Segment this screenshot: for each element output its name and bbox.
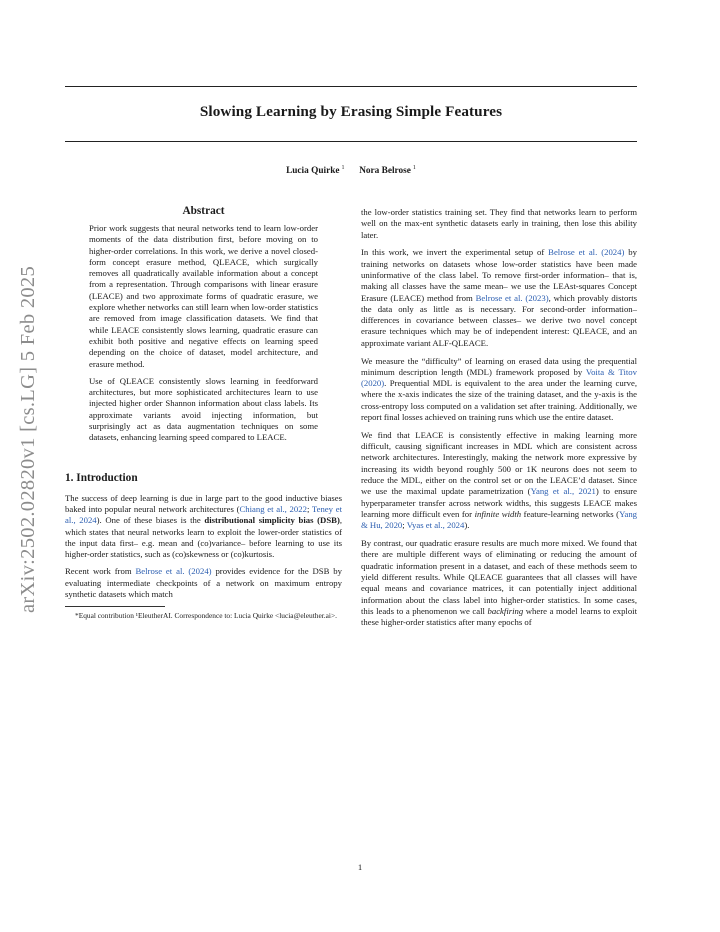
citation-link[interactable]: Voita & Titov (2020) bbox=[361, 366, 637, 389]
paper-title: Slowing Learning by Erasing Simple Features bbox=[199, 103, 503, 120]
intro-paragraph: Recent work from Belrose et al. (2024) provides evidence for the DSB by evaluating intermediate checkpoints of a network on maximum entropy synthetic datasets which match bbox=[65, 566, 342, 600]
title-top-rule bbox=[65, 86, 637, 87]
page-number: 1 bbox=[357, 862, 363, 872]
abstract-body bbox=[89, 223, 318, 444]
left-column bbox=[65, 205, 342, 621]
citation-link[interactable]: Teney et al., 2024 bbox=[65, 503, 342, 526]
author-name: Nora Belrose bbox=[359, 166, 411, 177]
arxiv-identifier-stamp[interactable]: arXiv:2502.02820v1 [cs.LG] 5 Feb 2025 bbox=[17, 265, 39, 613]
emphasized-term: distributional simplicity bias (DSB) bbox=[204, 515, 340, 526]
affiliation-mark: 1 bbox=[412, 165, 416, 171]
citation-link[interactable]: Belrose et al. (2023) bbox=[475, 292, 549, 303]
section-heading-introduction: 1. Introduction bbox=[65, 471, 138, 484]
citation-link[interactable]: Belrose et al. (2024) bbox=[135, 566, 212, 577]
body-paragraph: We measure the “difficulty” of learning on erased data using the prequential minimum description length (MDL) framework proposed by Voita & Titov (2020). Prequential MDL is equivalent to the area under the learning curve, where the x-axis indicates the size of the training dataset, and the y-axis is the cross-entropy loss computed on a validation set after training. Additionally, we report final losses achieved on training runs which use the entire dataset. bbox=[361, 355, 637, 423]
body-paragraph: By contrast, our quadratic erasure results are much more mixed. We found that there are multiple different ways of eliminating or reducing the amount of quadratic information present in a dataset, and each of these methods seem to yield different results. While QLEACE guarantees that all classes will have equal means and covariance matrices, it can potentially inject additional information about the class label into higher-order statistics. In some cases, this leads to a phenomenon we call backfiring where a model learns to exploit these higher-order statistics after many epochs of bbox=[361, 538, 638, 628]
right-column bbox=[361, 207, 637, 628]
citation-link[interactable]: Vyas et al., 2024 bbox=[406, 520, 465, 531]
body-paragraph: We find that LEACE is consistently effective in making learning more difficult, causing significant increases in MDL which are consistent across network architectures. Interestingly, making the network more expressive by increasing its width beyond roughly 500 or 1K neurons does not seem to reduce the MDL, either on the control set or on the LEACE’d dataset. Since we use the maximal update parametrization (Yang et al., 2021) to ensure hyperparameter transfer across network widths, this suggests LEACE makes learning more difficult even for infinite width feature-learning networks (Yang & Hu, 2020; Vyas et al., 2024). bbox=[361, 429, 638, 531]
title-bottom-rule bbox=[65, 141, 637, 142]
footnote-text: *Equal contribution ¹EleutherAI. Correspondence to: Lucia Quirke <lucia@eleuther.ai>. bbox=[75, 611, 337, 621]
body-paragraph: In this work, we invert the experimental setup of Belrose et al. (2024) by training networks on datasets whose low-order statistics have been made uninformative of the class label. To remove first-order information– that is, making all classes have the same mean– we use the LEAst-squares Concept Erasure (LEACE) method from Belrose et al. (2023), which provably distorts the data only as little as is necessary. For second-order information– differences in covariance between classes– we derive two novel concept erasure techniques which may be of independent interest: QLEACE, and an approximate variant ALF-QLEACE. bbox=[361, 247, 637, 348]
author-name: Lucia Quirke bbox=[286, 166, 340, 177]
citation-link[interactable]: Yang et al., 2021 bbox=[530, 486, 596, 497]
abstract-paragraph: Prior work suggests that neural networks tend to learn low-order moments of the data distribution first, before moving on to higher-order correlations. In this work, we derive a novel closed-form concept erasure method, QLEACE, which surgically removes all quadratically available information about a concept from a representation. Through comparisons with linear erasure (LEACE) and two approximate forms of quadratic erasure, we explore whether networks can still learn when low-order statistics are removed from image classification datasets. We find that while LEACE consistently slows learning, quadratic erasure can exhibit both positive and negative effects on learning speed depending on the choice of dataset, model architecture, and erasure method. bbox=[89, 223, 318, 369]
footnote-rule bbox=[65, 606, 165, 607]
citation-link[interactable]: Yang & Hu, 2020 bbox=[361, 508, 638, 531]
author-list bbox=[65, 165, 637, 176]
body-paragraph: the low-order statistics training set. They find that networks learn to perform well on the max-ent synthetic datasets early in training, then lose this ability later. bbox=[361, 207, 637, 240]
footnote bbox=[65, 611, 342, 621]
citation-link[interactable]: Chiang et al., 2022 bbox=[239, 503, 307, 514]
citation-link[interactable]: Belrose et al. (2024) bbox=[548, 247, 625, 258]
abstract-heading: Abstract bbox=[182, 205, 225, 217]
intro-paragraph: The success of deep learning is due in large part to the good inductive biases baked into popular neural network architectures (Chiang et al., 2022; Teney et al., 2024). One of these biases is the distributional simplicity bias (DSB), which states that neural networks learn to exploit the lower-order statistics of the input data first– e.g. mean and (co)variance– before learning to use its higher-order statistics, such as (co)skewness or (co)kurtosis. bbox=[65, 492, 343, 560]
abstract-paragraph: Use of QLEACE consistently slows learning in feedforward architectures, but more sophisticated architectures learn to use injected higher order Shannon information about class labels. Its approximate variants avoid injecting information, but surprisingly act as data augmentation techniques on some datasets, enhancing learning speed compared to LEACE. bbox=[89, 375, 318, 443]
affiliation-mark: 1 bbox=[341, 165, 345, 171]
